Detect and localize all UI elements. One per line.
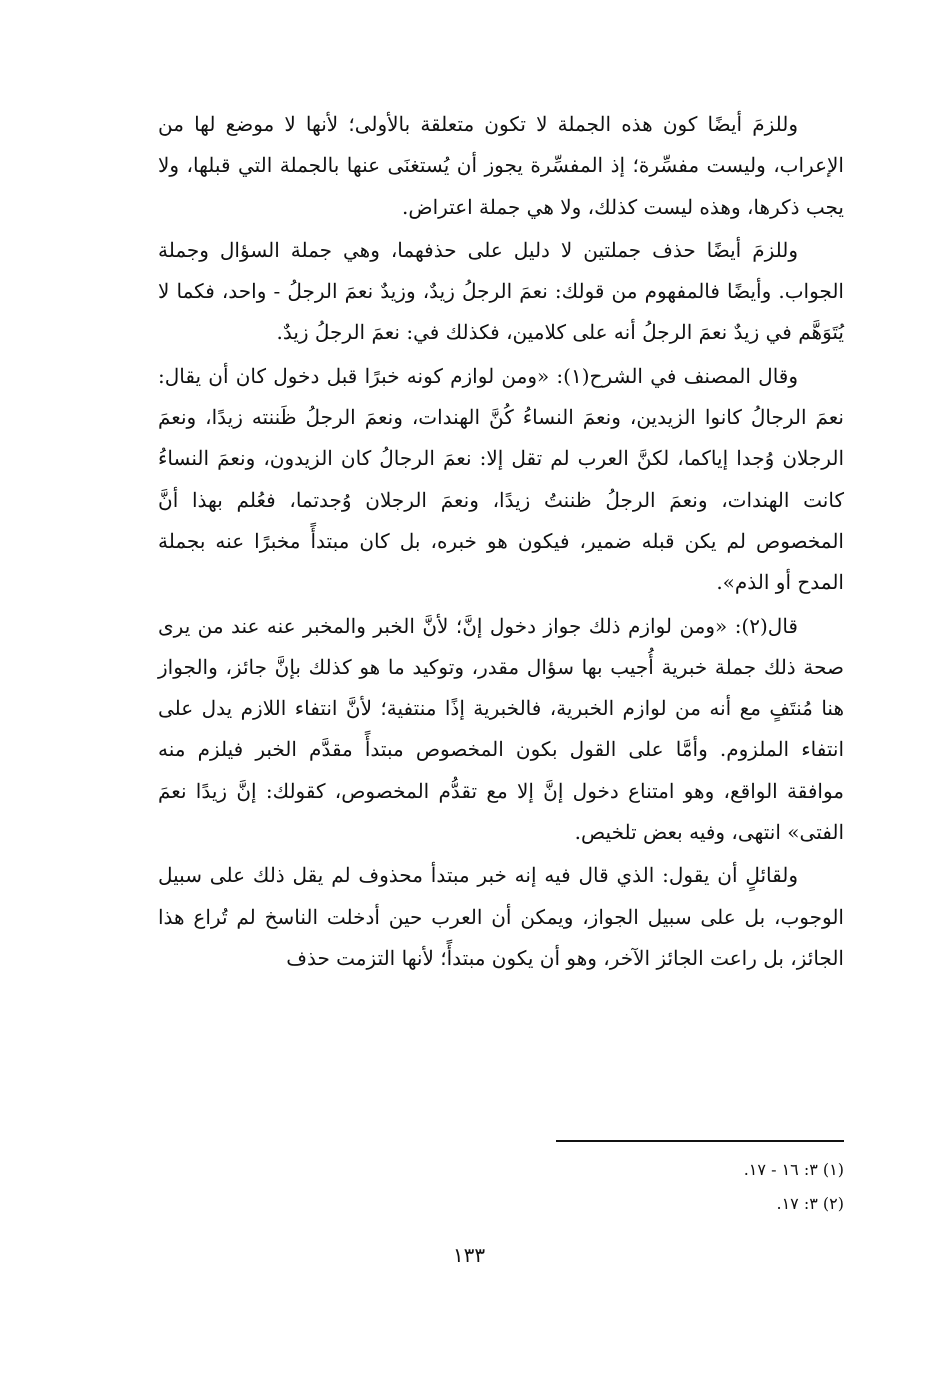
footnote-separator [556,1140,844,1142]
paragraph-3: وقال المصنف في الشرح(١): «ومن لوازم كونه خبرًا قبل دخول كان أن يقال: نعمَ الرجالُ كانوا الزيدين، ونعمَ النساءُ كُنَّ الهندات، ونعمَ الرجلُ ظَننته زيدًا، ونعمَ الرجلان وُجدا إياكما، لكنَّ العرب لم تقل إلا: نعمَ الرجالُ كان الزيدون، ونعمَ النساءُ كانت الهندات، ونعمَ الرجلُ ظننتُ زيدًا، ونعمَ الرجلان وُجدتما، فعُلم بهذا أنَّ المخصوص لم يكن قبله ضمير، فيكون هو خبره، بل كان مبتدأً مخبرًا عنه بجملة المدح أو الذم». [158,363,844,595]
main-text [158,104,844,979]
footnote-1: (١) ٣: ١٦ - ١٧. [743,1160,844,1179]
paragraph-1: وللزمَ أيضًا كون هذه الجملة لا تكون متعلقة بالأولى؛ لأنها لا موضع لها من الإعراب، وليست مفسِّرة؛ إذ المفسِّرة يجوز أن يُستغنَى عنها بالجملة التي قبلها، ولا يجب ذكرها، وهذه ليست كذلك، ولا هي جملة اعتراض. [158,112,844,219]
paragraph-5: ولقائلٍ أن يقول: الذي قال فيه إنه خبر مبتدأ محذوف لم يقل ذلك على سبيل الوجوب، بل على سبيل الجواز، ويمكن أن العرب حين أدخلت الناسخ لم تُراع هذا الجائز، بل راعت الجائز الآخر، وهو أن يكون مبتدأً؛ لأنها التزمت حذف [158,863,844,970]
footnote-2: (٢) ٣: ١٧. [776,1194,844,1213]
paragraph-2: وللزمَ أيضًا حذف جملتين لا دليل على حذفهما، وهي جملة السؤال وجملة الجواب. وأيضًا فالمفهوم من قولك: نعمَ الرجلُ زيدٌ، وزيدٌ نعمَ الرجلُ - واحد، فكما لا يُتَوَهَّم في زيدٌ نعمَ الرجلُ أنه على كلامين، فكذلك في: نعمَ الرجلُ زيدٌ. [158,237,844,345]
paragraph-4: قال(٢): «ومن لوازم ذلك جواز دخول إنَّ؛ لأنَّ الخبر والمخبر عنه عند من يرى صحة ذلك جملة خبرية أُجيب بها سؤال مقدر، وتوكيد ما هو كذلك بإنَّ جائز، والجواز هنا مُنتَفٍ مع أنه من لوازم الخبرية، فالخبرية إذًا منتفية؛ لأنَّ انتفاء اللازم يدل على انتفاء الملزوم. وأمَّا على القول بكون المخصوص مبتدأً مقدَّم الخبر فيلزم منه موافقة الواقع، وهو امتناع دخول إنَّ إلا مع تقدُّم المخصوص، كقولك: إنَّ زيدًا نعمَ الفتى» انتهى، وفيه بعض تلخيص. [158,613,844,845]
footnotes [500,1153,844,1221]
page-number: ١٣٣ [452,1243,486,1267]
